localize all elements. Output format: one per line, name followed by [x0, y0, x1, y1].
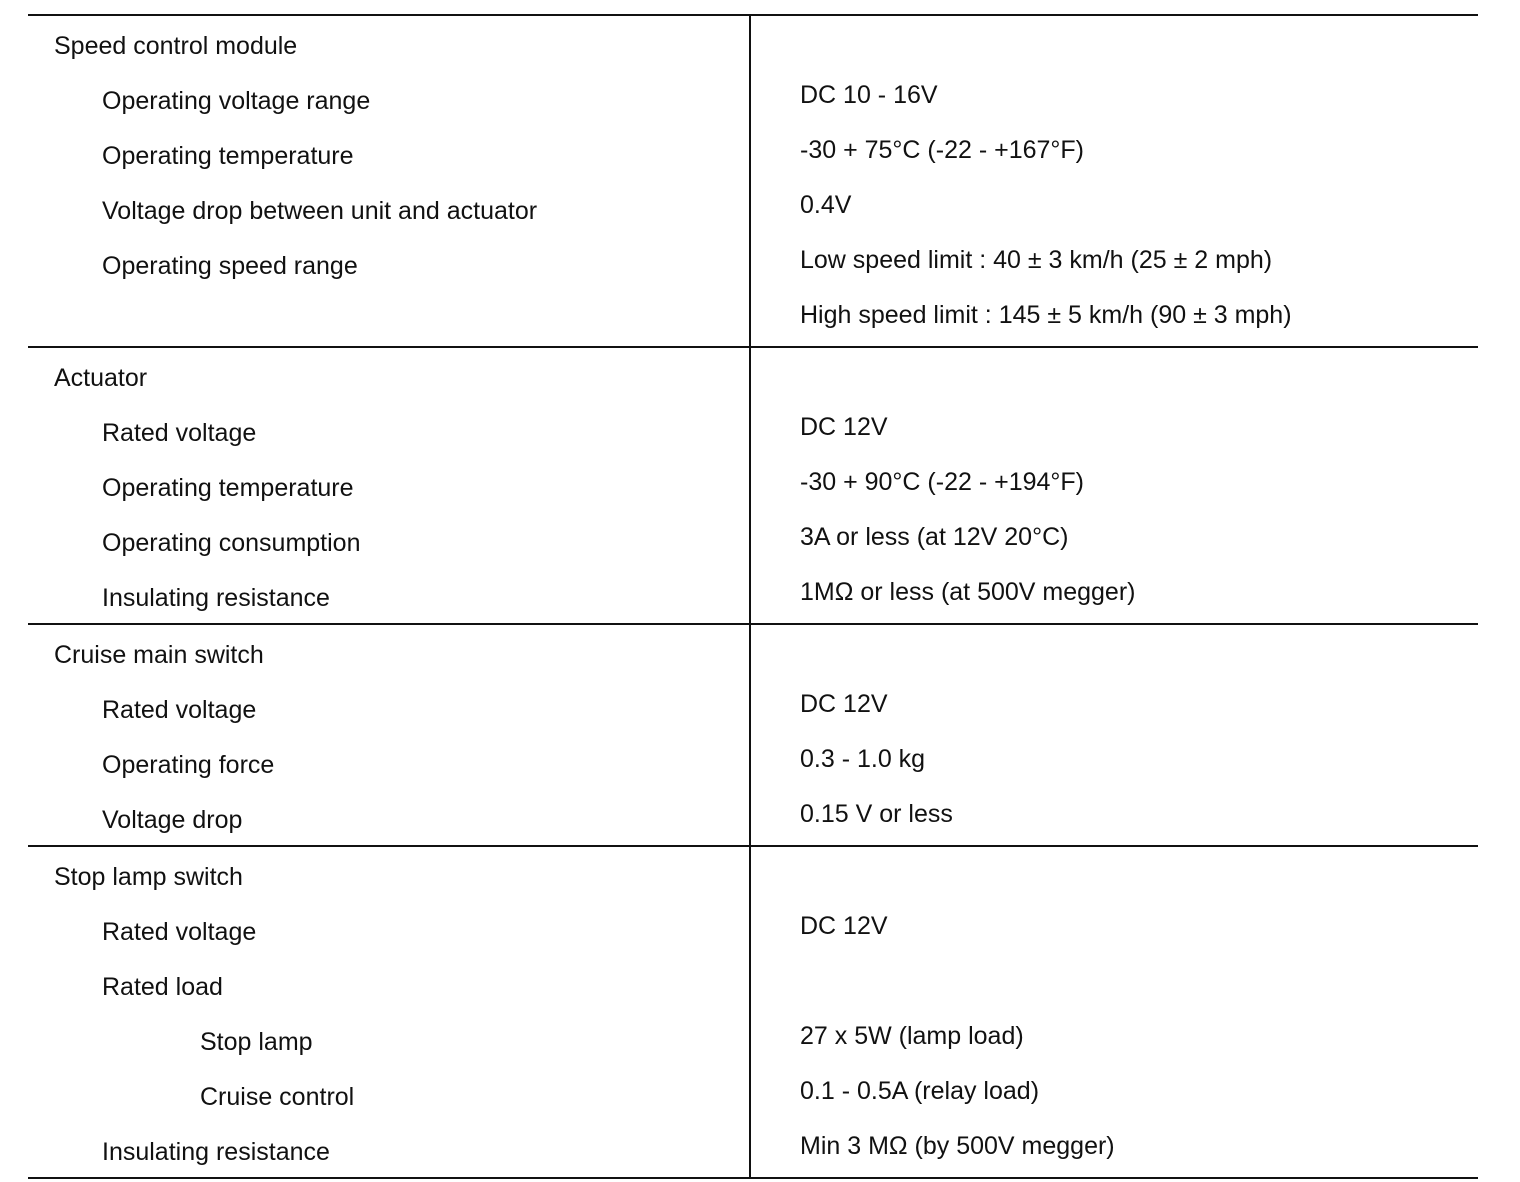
spec-value: Low speed limit : 40 ± 3 km/h (25 ± 2 mph) [800, 246, 1273, 274]
spec-value: Min 3 MΩ (by 500V megger) [800, 1132, 1115, 1160]
spec-row [28, 71, 1478, 126]
spec-value: 0.3 - 1.0 kg [800, 745, 926, 773]
spec-label: Operating voltage range [102, 87, 371, 115]
spec-value: 0.15 V or less [800, 800, 953, 828]
spec-label: Operating consumption [102, 529, 361, 557]
spec-label: Insulating resistance [102, 1138, 330, 1166]
spec-value: 0.1 - 0.5A (relay load) [800, 1077, 1040, 1105]
spec-row [28, 1067, 1478, 1122]
spec-value: 3A or less (at 12V 20°C) [800, 523, 1069, 551]
spec-label: Voltage drop between unit and actuator [102, 197, 538, 225]
spec-value: High speed limit : 145 ± 5 km/h (90 ± 3 mph) [800, 301, 1292, 329]
spec-value: DC 12V [800, 690, 888, 718]
spec-row [28, 291, 1478, 346]
spec-value: DC 12V [800, 413, 888, 441]
spec-value: 27 x 5W (lamp load) [800, 1022, 1024, 1050]
spec-row [28, 1122, 1478, 1177]
spec-row [28, 1012, 1478, 1067]
section-speed-control-module [28, 14, 1478, 346]
spec-label: Operating speed range [102, 252, 358, 280]
spec-value: 0.4V [800, 191, 852, 219]
spec-row [28, 458, 1478, 513]
section-actuator [28, 346, 1478, 623]
spec-row [28, 568, 1478, 623]
section-cruise-main-switch [28, 623, 1478, 845]
spec-label: Cruise control [200, 1083, 355, 1111]
section-header-row [28, 16, 1478, 71]
section-title: Stop lamp switch [54, 863, 243, 891]
section-title: Speed control module [54, 32, 298, 60]
section-stop-lamp-switch [28, 845, 1478, 1179]
spec-label: Voltage drop [102, 806, 243, 834]
spec-row [28, 957, 1478, 1012]
spec-label: Operating temperature [102, 474, 354, 502]
spec-value: DC 12V [800, 912, 888, 940]
spec-row [28, 236, 1478, 291]
spec-row [28, 735, 1478, 790]
spec-label: Operating force [102, 751, 275, 779]
spec-row [28, 680, 1478, 735]
spec-row [28, 403, 1478, 458]
spec-row [28, 790, 1478, 845]
spec-label: Operating temperature [102, 142, 354, 170]
spec-value: -30 + 75°C (-22 - +167°F) [800, 136, 1085, 164]
section-title: Actuator [54, 364, 148, 392]
section-title: Cruise main switch [54, 641, 264, 669]
spec-table [28, 14, 1478, 1179]
spec-label: Rated voltage [102, 696, 257, 724]
section-header-row [28, 847, 1478, 902]
section-header-row [28, 348, 1478, 403]
spec-value: -30 + 90°C (-22 - +194°F) [800, 468, 1085, 496]
spec-row [28, 181, 1478, 236]
spec-row [28, 126, 1478, 181]
spec-label: Insulating resistance [102, 584, 330, 612]
spec-row [28, 902, 1478, 957]
spec-label: Rated voltage [102, 419, 257, 447]
section-header-row [28, 625, 1478, 680]
spec-row [28, 513, 1478, 568]
spec-label: Rated load [102, 973, 223, 1001]
spec-label: Rated voltage [102, 918, 257, 946]
spec-value: DC 10 - 16V [800, 81, 938, 109]
spec-value: 1MΩ or less (at 500V megger) [800, 578, 1136, 606]
spec-label: Stop lamp [200, 1028, 313, 1056]
